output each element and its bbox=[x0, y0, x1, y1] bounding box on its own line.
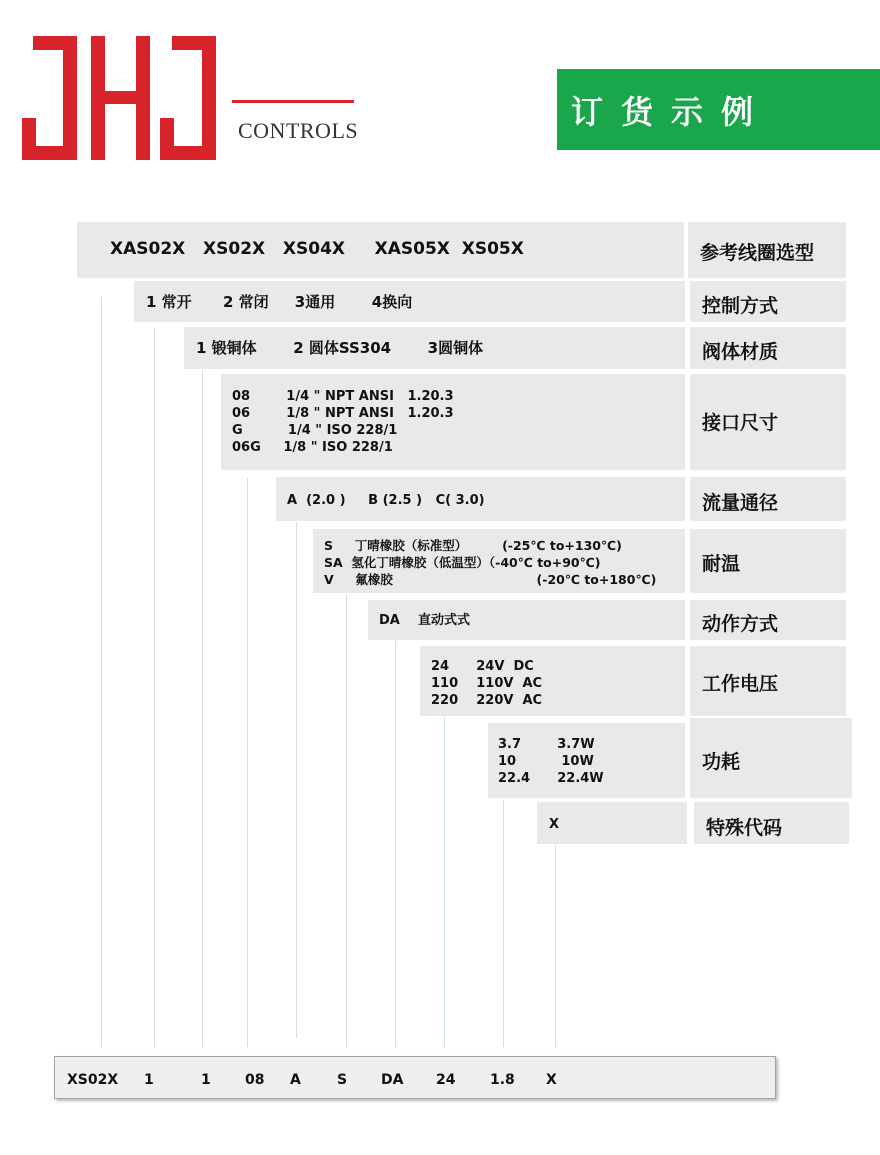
row-content: A (2.0 ) B (2.5 ) C( 3.0) bbox=[287, 493, 485, 508]
connector-line bbox=[444, 717, 445, 1047]
row-label bbox=[690, 281, 846, 322]
label-text: 阀体材质 bbox=[702, 341, 779, 363]
row-label bbox=[690, 718, 852, 798]
connector-line bbox=[247, 478, 248, 1047]
row-label bbox=[690, 646, 846, 716]
code-part: S bbox=[337, 1072, 348, 1088]
logo-bar bbox=[160, 118, 174, 160]
row-content: 1 常开 2 常闭 3通用 4换向 bbox=[146, 293, 413, 311]
logo-rule bbox=[232, 100, 354, 103]
example-code-box bbox=[54, 1056, 776, 1099]
row-control-mode bbox=[134, 281, 685, 322]
connector-line bbox=[202, 370, 203, 1047]
row-label bbox=[690, 477, 846, 521]
code-part: DA bbox=[381, 1072, 404, 1088]
label-text: 工作电压 bbox=[702, 673, 779, 695]
row-content: XAS02X XS02X XS04X XAS05X XS05X bbox=[110, 239, 524, 259]
row-label bbox=[694, 802, 849, 844]
banner-title: 订货示例 bbox=[571, 93, 772, 131]
row-port-size bbox=[221, 374, 685, 470]
connector-line bbox=[555, 845, 556, 1047]
logo-bar bbox=[63, 36, 77, 160]
logo-subtitle: CONTROLS bbox=[238, 118, 359, 143]
logo-bar bbox=[91, 91, 150, 104]
row-content: 3.7 3.7W 10 10W 22.4 22.4W bbox=[498, 737, 604, 786]
row-label bbox=[688, 222, 846, 278]
label-text: 耐温 bbox=[702, 553, 741, 575]
row-special-code bbox=[537, 802, 687, 844]
label-text: 动作方式 bbox=[702, 613, 779, 635]
connector-line bbox=[101, 297, 102, 1047]
row-content: 24 24V DC 110 110V AC 220 220V AC bbox=[431, 659, 543, 708]
title-banner bbox=[557, 69, 880, 150]
logo-bar bbox=[202, 36, 216, 160]
code-part: X bbox=[546, 1072, 557, 1088]
row-content: X bbox=[549, 817, 560, 832]
code-part: XS02X bbox=[67, 1072, 119, 1088]
label-text: 特殊代码 bbox=[706, 817, 783, 839]
row-label bbox=[690, 600, 846, 640]
row-label bbox=[690, 374, 846, 470]
code-part: 1.8 bbox=[490, 1072, 515, 1088]
connector-line bbox=[296, 522, 297, 1038]
row-label bbox=[690, 327, 846, 369]
row-body-material bbox=[184, 327, 685, 369]
code-part: 1 bbox=[144, 1072, 154, 1088]
connector-line bbox=[154, 328, 155, 1047]
code-part: A bbox=[290, 1072, 301, 1088]
code-part: 24 bbox=[436, 1072, 456, 1088]
label-text: 功耗 bbox=[702, 751, 741, 773]
row-actuation bbox=[368, 600, 685, 640]
row-flow-diameter bbox=[276, 477, 685, 521]
row-coil-model bbox=[77, 222, 684, 278]
label-text: 参考线圈选型 bbox=[700, 242, 815, 264]
code-part: 08 bbox=[245, 1072, 265, 1088]
row-content: 1 锻铜体 2 圆体SS304 3圆铜体 bbox=[196, 339, 484, 357]
row-content: S 丁晴橡胶（标准型） (-25℃ to+130℃) SA 氢化丁晴橡胶（低温型）（-40℃ to+90℃) V 氟橡胶 (-20℃ to+180℃) bbox=[324, 538, 657, 587]
label-text: 控制方式 bbox=[702, 295, 779, 317]
connector-line bbox=[346, 595, 347, 1047]
connector-line bbox=[503, 800, 504, 1047]
label-text: 接口尺寸 bbox=[702, 412, 779, 434]
row-content: DA 直动式式 bbox=[379, 613, 470, 628]
code-part: 1 bbox=[201, 1072, 211, 1088]
logo-bar bbox=[22, 118, 36, 160]
connector-line bbox=[395, 641, 396, 1047]
row-voltage bbox=[420, 646, 685, 716]
label-text: 流量通径 bbox=[702, 492, 779, 514]
row-content: 08 1/4 " NPT ANSI 1.20.3 06 1/8 " NPT ANSI 1.20.3 G 1/4 " ISO 228/1 06G 1/8 " ISO 228/1 bbox=[232, 389, 454, 455]
row-label bbox=[690, 529, 846, 593]
row-power bbox=[488, 723, 685, 798]
row-temperature bbox=[313, 529, 685, 593]
